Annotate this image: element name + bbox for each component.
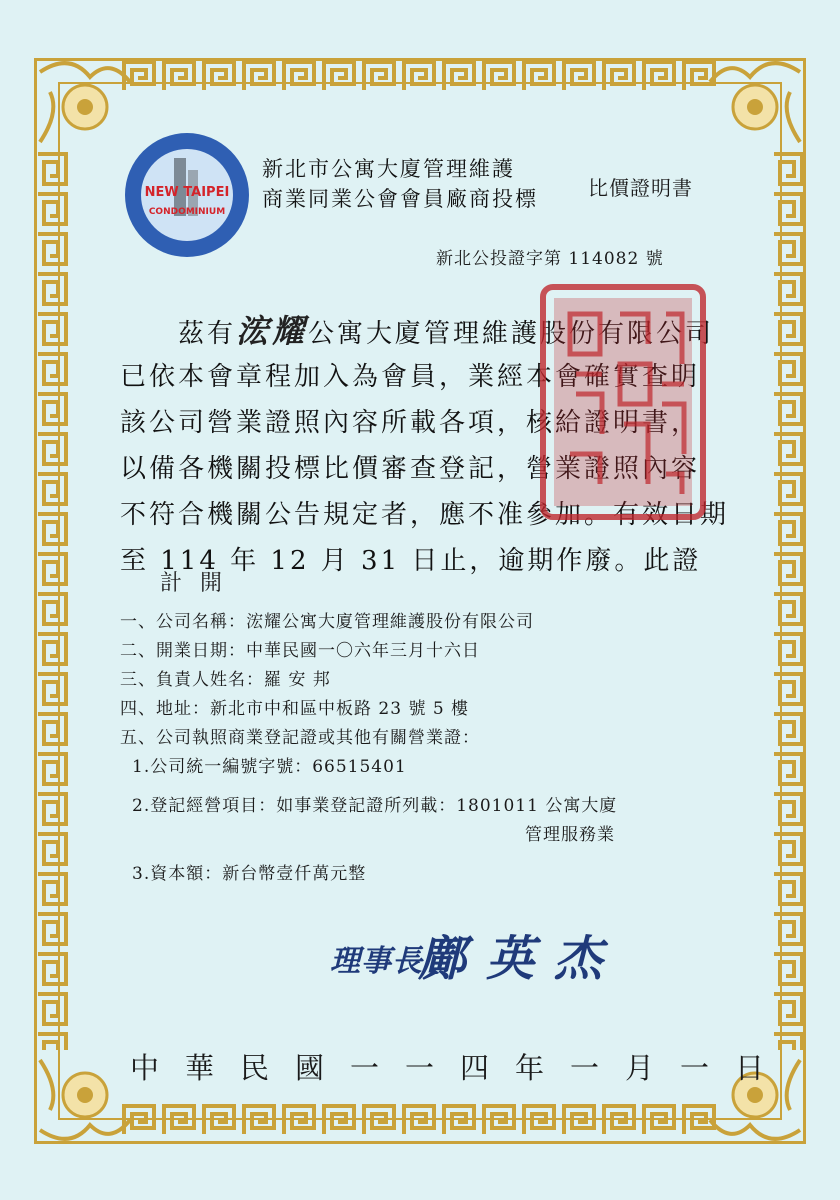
detail-tax-id: 1.公司統一編號字號：66515401 [132,757,407,777]
logo-text-line1: NEW TAIPEI [144,185,230,200]
certificate-number: 新北公投證字第 114082 號 [436,249,664,269]
body-line-5: 不符合機關公告規定者，應不准參加。有效日期 [120,500,730,530]
body-line-3: 該公司營業證照內容所載各項，核給證明書， [120,408,701,438]
association-name-line1: 新北市公寓大廈管理維護 [262,157,515,181]
association-name-line2: 商業同業公會會員廠商投標 [262,187,538,211]
detail-opening-date: 二、開業日期：中華民國一〇六年三月十六日 [120,641,480,661]
meander-border-top [120,56,720,96]
chairman-title: 理事長 [330,944,423,979]
detail-business-scope: 2.登記經營項目：如事業登記證所列載：1801011 公寓大廈 [132,796,618,816]
association-logo [122,130,252,260]
detail-address: 四、地址：新北市中和區中板路 23 號 5 樓 [120,699,470,719]
meander-border-left [32,150,72,1050]
corner-flower-ornament-bottom-left [30,1040,140,1150]
detail-representative: 三、負責人姓名：羅 安 邦 [120,670,331,690]
corner-flower-ornament-top-right [700,52,810,162]
association-name [262,154,538,214]
logo-text-line2: CONDOMINIUM [148,207,226,217]
official-red-seal [540,284,706,520]
company-short-name: 浤耀 [236,312,309,350]
body-line-2: 已依本會章程加入為會員，業經本會確實查明 [120,362,701,392]
body-line-1-suffix: 公寓大廈管理維護股份有限公司 [308,319,715,349]
meander-border-bottom [120,1100,720,1140]
detail-business-scope-continued: 管理服務業 [525,825,615,845]
detail-capital: 3.資本額：新台幣壹仟萬元整 [132,864,367,884]
detail-licenses-heading: 五、公司執照商業登記證或其他有關營業證： [120,728,480,748]
body-line-1-prefix: 茲有 [178,319,237,349]
chairman-signature: 鄺英杰 [418,931,623,987]
certificate-type: 比價證明書 [588,176,693,200]
issue-date: 中華民國一一四年一月一日 [130,1051,791,1085]
detail-company-name: 一、公司名稱：浤耀公寓大廈管理維護股份有限公司 [120,612,534,632]
body-line-4: 以備各機關投標比價審查登記，營業證照內容 [120,454,701,484]
listing-heading: 計開 [160,571,241,596]
meander-border-right [768,150,808,1050]
body-line-6: 至 114 年 12 月 31 日止，逾期作廢。此證 [120,546,702,576]
company-details [120,608,740,889]
